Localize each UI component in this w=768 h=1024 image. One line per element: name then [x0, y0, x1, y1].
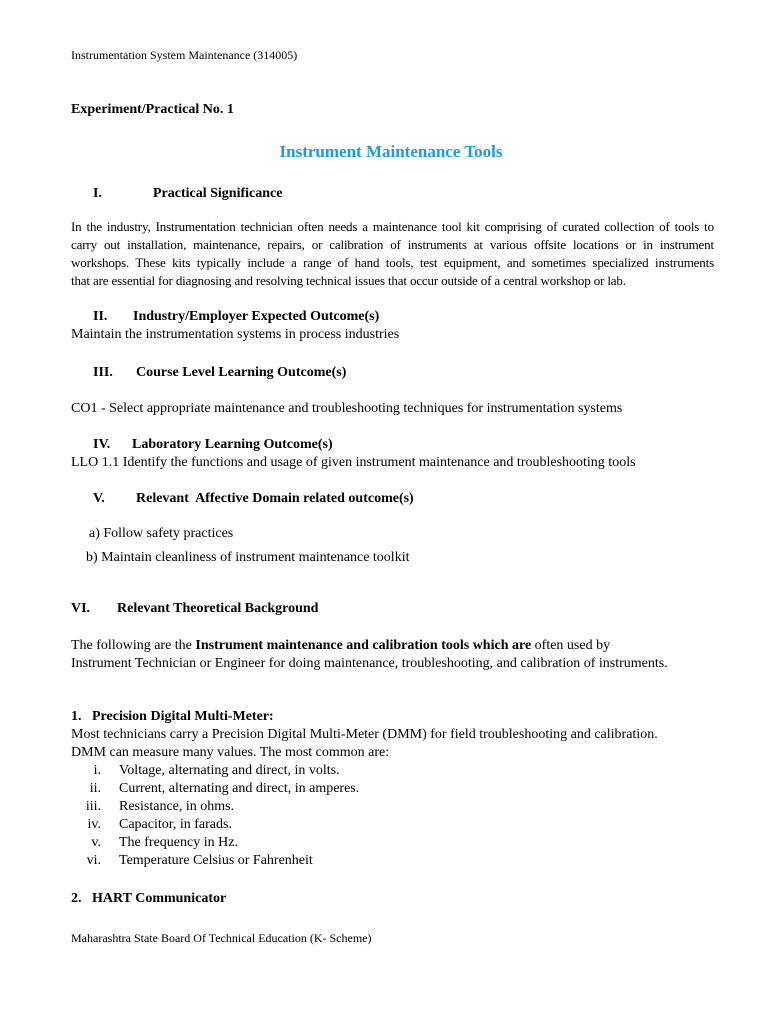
dmm-list-item: [71, 853, 313, 869]
intro-text-bold: Instrument maintenance and calibration tools which are: [195, 638, 532, 653]
dmm-item-text: Current, alternating and direct, in amperes.: [119, 781, 360, 796]
section-1-heading: [93, 186, 282, 202]
section-5-heading: [93, 491, 414, 507]
dmm-item-number: iv.: [87, 817, 101, 832]
dmm-list-item: [71, 817, 232, 833]
section-4-title: Laboratory Learning Outcome(s): [132, 437, 333, 452]
tool-1-line-1: Most technicians carry a Precision Digital Multi-Meter (DMM) for field troubleshooting and calibration.: [71, 727, 658, 742]
section-1-line-4: that are essential for diagnosing and resolving technical issues that occur outside of a central workshop or lab.: [71, 273, 626, 288]
dmm-list-item: [71, 781, 359, 797]
section-2-number: II.: [93, 309, 108, 324]
dmm-list-item: [71, 763, 340, 779]
dmm-item-text: Resistance, in ohms.: [119, 799, 235, 814]
section-2-heading: [93, 309, 379, 325]
dmm-item-text: The frequency in Hz.: [119, 835, 238, 850]
section-4-heading: [93, 437, 333, 453]
tool-1-line-2: DMM can measure many values. The most common are:: [71, 745, 390, 760]
page-header: Instrumentation System Maintenance (314005): [71, 48, 298, 62]
section-2-text: Maintain the instrumentation systems in process industries: [71, 327, 400, 342]
section-1-title: Practical Significance: [153, 186, 283, 201]
section-1-line-3: workshops. These kits typically include a range of hand tools, test equipment, and sometimes specialized instruments: [71, 255, 714, 270]
section-1-line-1: In the industry, Instrumentation technician often needs a maintenance tool kit comprising of curated collection of tools to: [71, 219, 714, 234]
page-title: Instrument Maintenance Tools: [279, 142, 503, 161]
tool-2-heading: 2. HART Communicator: [71, 891, 227, 906]
section-5-number: V.: [93, 491, 105, 506]
page-footer: Maharashtra State Board Of Technical Education (K- Scheme): [71, 931, 372, 945]
dmm-item-text: Capacitor, in farads.: [119, 817, 232, 832]
section-6-heading: [71, 601, 318, 617]
section-6-title: Relevant Theoretical Background: [117, 601, 319, 616]
affective-outcome-b: b) Maintain cleanliness of instrument maintenance toolkit: [86, 550, 410, 565]
section-3-text: CO1 - Select appropriate maintenance and troubleshooting techniques for instrumentation systems: [71, 401, 623, 416]
dmm-list-item: [71, 799, 234, 815]
tool-1-heading: 1. Precision Digital Multi-Meter:: [71, 709, 274, 724]
section-5-title: Relevant Affective Domain related outcome(s): [136, 491, 414, 506]
dmm-list-item: [71, 835, 238, 851]
affective-outcome-a: a) Follow safety practices: [89, 526, 234, 541]
dmm-item-number: i.: [93, 763, 101, 778]
intro-text-start: The following are the: [71, 638, 196, 653]
section-4-text: LLO 1.1 Identify the functions and usage of given instrument maintenance and troubleshooting tools: [71, 455, 636, 470]
intro-text-end: often used by: [531, 638, 611, 653]
section-3-title: Course Level Learning Outcome(s): [136, 365, 347, 380]
section-6-intro-line-2: Instrument Technician or Engineer for doing maintenance, troubleshooting, and calibration of instruments.: [71, 656, 668, 671]
dmm-item-text: Temperature Celsius or Fahrenheit: [119, 853, 313, 868]
dmm-item-text: Voltage, alternating and direct, in volts.: [119, 763, 340, 778]
section-1-line-2: carry out installation, maintenance, repairs, or calibration of instruments at various offsite locations or in instrument: [71, 237, 714, 252]
section-1-number: I.: [93, 186, 102, 201]
section-6-intro-line-1: [71, 638, 610, 654]
dmm-item-number: vi.: [86, 853, 101, 868]
dmm-item-number: ii.: [89, 781, 101, 796]
dmm-item-number: v.: [91, 835, 101, 850]
dmm-item-number: iii.: [85, 799, 101, 814]
section-3-heading: [93, 365, 346, 381]
experiment-number: Experiment/Practical No. 1: [71, 102, 234, 117]
section-6-number: VI.: [71, 601, 91, 616]
section-2-title: Industry/Employer Expected Outcome(s): [133, 309, 380, 324]
section-3-number: III.: [93, 365, 113, 380]
section-4-number: IV.: [93, 437, 111, 452]
